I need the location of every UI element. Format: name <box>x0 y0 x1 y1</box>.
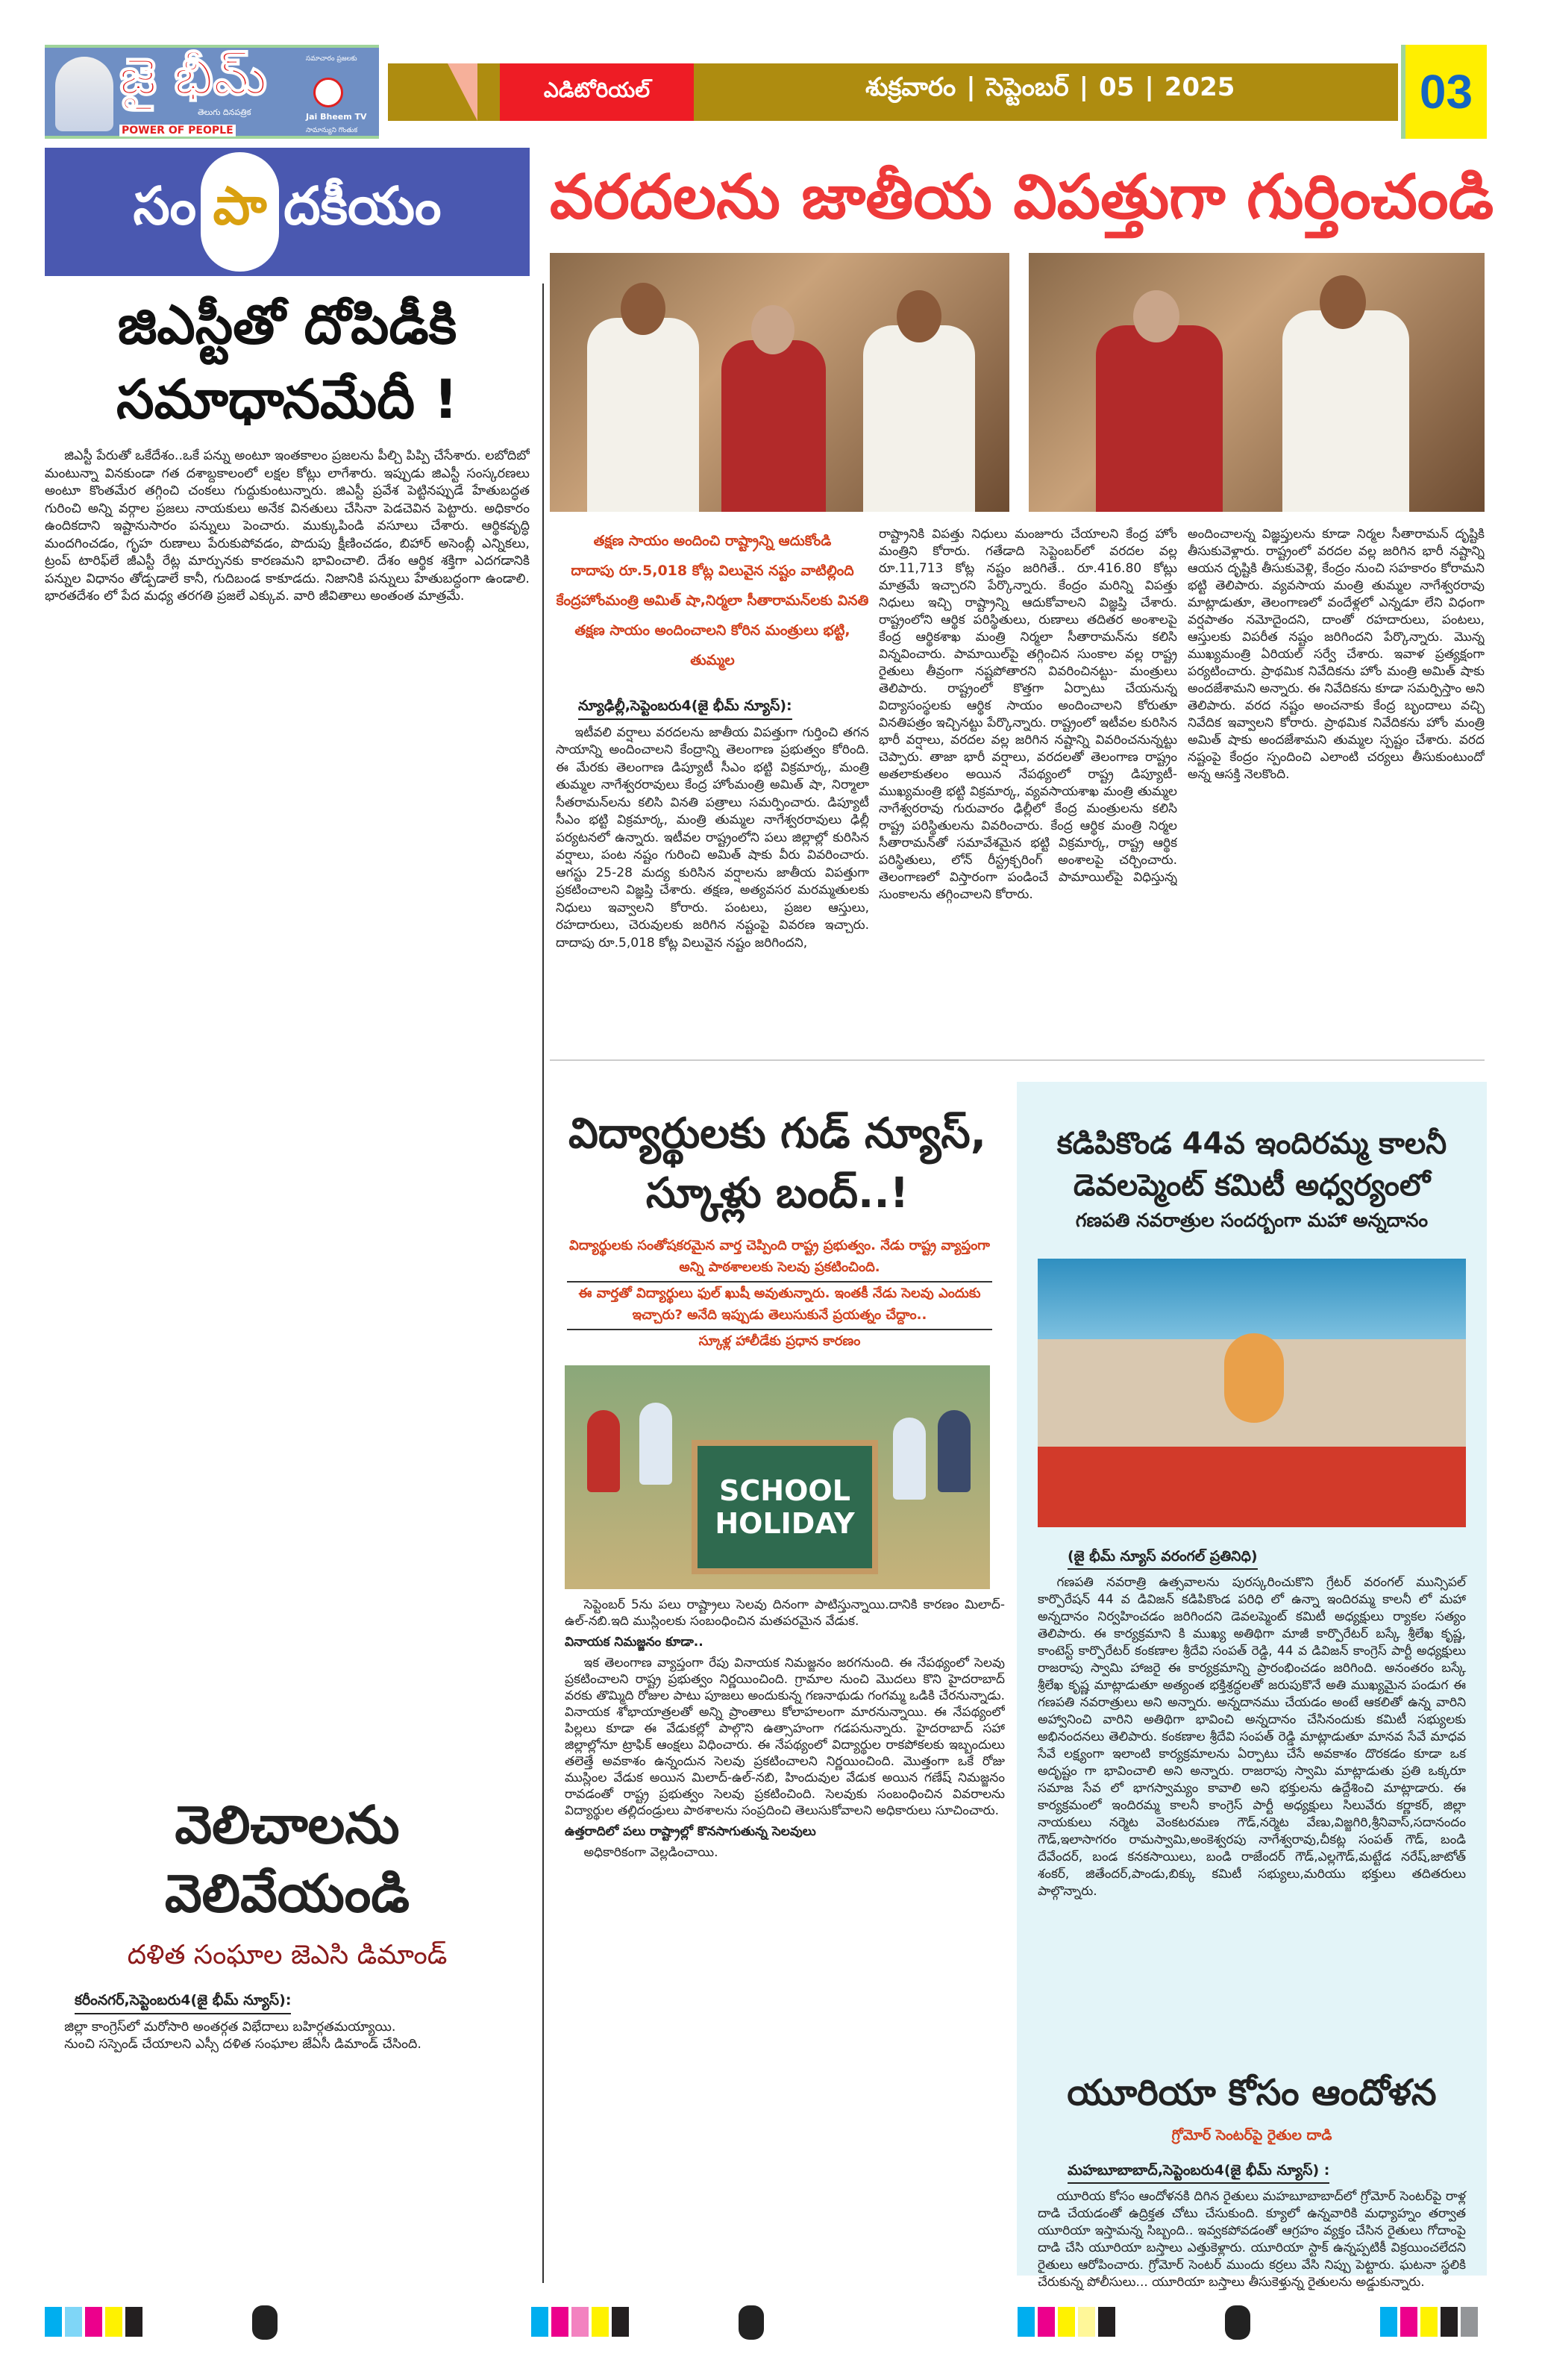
masthead-logo <box>45 45 379 139</box>
urea-headline: యూరియా కోసం ఆందోళన <box>1067 2072 1437 2114</box>
school-intro-3: స్కూళ్ల హాలీడేకు ప్రధాన కారణం <box>698 1333 861 1349</box>
date-sep: | <box>1144 72 1154 102</box>
flood-highlight: కేంద్రహోంమంత్రి అమిత్ షా,నిర్మలా సీతారామన్‌లకు వినతి <box>556 592 869 609</box>
annadanam-photo <box>1038 1259 1466 1527</box>
banner-circle: పా <box>201 152 279 272</box>
urea-story <box>1017 2147 1487 2291</box>
header-wedge <box>448 63 477 121</box>
urea-subheadline: గ్రోమోర్ సెంటర్‌పై రైతుల దాడి <box>1171 2127 1332 2143</box>
color-registration-mark <box>1380 2307 1478 2337</box>
school-body-1: సెప్టెంబర్ 5ను పలు రాష్ట్రాలు సెలవు దినంగా పాటిస్తున్నాయి.దానికి కారణం మిలాద్-ఉల్-నబి.ఇది ముస్లింలకు సంబంధించిన మతపరమైన వేడుక. <box>565 1597 1005 1629</box>
editorial-banner <box>45 148 530 276</box>
dalit-headline: వెలిచాలను వెలివేయండి <box>164 1794 410 1924</box>
school-sub-1: వినాయక నిమజ్జనం కూడా.. <box>565 1635 703 1650</box>
annadanam-box <box>1017 1082 1487 2290</box>
flood-col2-text: రాష్ట్రానికి విపత్తు నిధులు మంజూరు చేయాలని కేంద్ర హోం మంత్రిని కోరారు. గతేడాది సెప్టెంబర్‌లో వరదల వల్ల రూ.11,713 కోట్ల నష్టం జరిగితే.. రూ.416.80 కోట్లు మాత్రమే ఇచ్చారని పేర్కొన్నారు. కేంద్రం మరిన్ని విపత్తు నిధులు ఇచ్చి రాష్ట్రాన్ని ఆదుకోవాలని విజ్ఞప్తి చేశారు. రాష్ట్రంలోని ఆర్థిక పరిస్థితులు, రుణాలు తదితర అంశాలపై కేంద్ర ఆర్థికశాఖ మంత్రి నిర్మలా సీతారామన్‌ను కలిసి విన్నవించారు. పామాయిల్‌పై తగ్గించిన సుంకాల వల్ల రాష్ట్ర రైతులు తీవ్రంగా నష్టపోతారని వివరించినట్టు- మంత్రులు తెలిపారు. రాష్ట్రంలో కొత్తగా ఏర్పాటు చేయనున్న విద్యాసంస్థలకు ఆర్థిక సాయం అందించాలని కోరుతూ వినతిపత్రం ఇచ్చినట్టు పేర్కొన్నారు. రాష్ట్రంలో ఇటీవల కురిసిన భారీ వర్షాలు, వరదల వల్ల జరిగిన నష్టాన్ని వివరించనున్నట్టు చెప్పారు. తాజా భారీ వర్షాలు, వరదలతో తెలంగాణ రాష్ట్రం అతలాకుతలం అయిన నేపథ్యంలో రాష్ట్ర డిప్యూటీ- ముఖ్యమంత్రి భట్టి విక్రమార్క, వ్యవసాయశాఖ మంత్రి తుమ్మల నాగేశ్వరరావు గురువారం ఢిల్లీలో కేంద్ర మంత్రులను కలిసి రాష్ట్ర పరిస్థితులను వివరించారు. కేంద్ర ఆర్థిక మంత్రి నిర్మల సీతారామన్‌తో సమావేశమైన భట్టి విక్రమార్క, రాష్ట్ర ఆర్థిక పరిస్థితులు, లోన్ రీస్ట్రక్చరింగ్ అంశాలపై చర్చించారు. తెలంగాణలో విస్తారంగా పండించే పామాయిల్‌పై విధిస్తున్న సుంకాలను తగ్గించాలని కోరారు. <box>879 527 1177 902</box>
logo-tagline: తెలుగు దినపత్రిక <box>198 107 251 117</box>
flood-col3 <box>1188 526 1485 1048</box>
flood-highlight: దాదాపు రూ.5,018 కోట్ల విలువైన నష్టం వాటిల్లింది <box>571 563 854 579</box>
section-label: ఎడిటోరియల్ <box>500 63 694 121</box>
annadanam-subheadline: గణపతి నవరాత్రుల సందర్బంగా మహా అన్నదానం <box>1075 1209 1429 1231</box>
annadanam-dateline: (జై భీమ్ న్యూస్ వరంగల్ ప్రతినిధి) <box>1068 1545 1258 1570</box>
color-registration-mark <box>1018 2307 1115 2337</box>
dalit-subheadline: దళిత సంఘాల జెఎసి డిమాండ్ <box>127 1940 448 1970</box>
flood-headline: వరదలను జాతీయ విపత్తుగా గుర్తించండి <box>550 162 1494 233</box>
board-text-2: HOLIDAY <box>715 1507 855 1540</box>
dalit-story <box>45 1985 530 2276</box>
school-body <box>565 1597 1005 2276</box>
school-headline: విద్యార్థులకు గుడ్ న్యూస్, స్కూళ్లు బంద్..! <box>568 1109 986 1218</box>
ganesha-idol <box>1224 1333 1284 1423</box>
flood-highlights <box>556 526 869 675</box>
registration-dot <box>252 2305 278 2340</box>
issue-date <box>865 72 1235 108</box>
dalit-dateline: కరీంనగర్,సెప్టెంబరు4(జై భీమ్ న్యూస్): <box>75 1989 291 2014</box>
school-holiday-image <box>565 1365 990 1589</box>
urea-body: యూరియ కోసం ఆందోళనకి దిగిన రైతులు మహబూబాబాద్‌లో గ్రోమోర్ సెంటర్‌పై రాళ్ల దాడి చేయడంతో ఉద్రిక్తత చోటు చేసుకుంది. క్యూలో ఉన్నవారికి మధ్యాహ్నం తర్వాత యూరియా ఇస్తామన్న సిబ్బంది.. ఇవ్వకపోవడంతో ఆగ్రహం వ్యక్తం చేసిన రైతులు గోదాంపై దాడి చేసి యూరియా బస్తాలు ఎత్తుకెళ్లారు. యూరియా స్టాక్ ఉన్నప్పటికీ విక్రయించలేదని రైతులు ఆరోపించారు. గ్రోమోర్ సెంటర్ ముందు కర్రలు వేసి నిప్పు పెట్టారు. ఘటనా స్థలికి చేరుకున్న పోలీసులు... యూరియా బస్తాలు తీసుకెళ్తున్న రైతులను అడ్డుకున్నారు. <box>1038 2189 1466 2290</box>
editorial-headline: జిఎస్టీతో దోపిడీకి సమాధానమేదీ ! <box>116 293 458 430</box>
ambedkar-portrait <box>55 57 113 131</box>
color-registration-mark <box>531 2307 629 2337</box>
dalit-body: జిల్లా కాంగ్రెస్‌లో మరోసారి అంతర్గత విభేదాలు బహిర్గతమయ్యాయి. <box>64 2019 396 2035</box>
flood-photo-left <box>550 253 1009 512</box>
editorial-body <box>45 448 530 1783</box>
tv-label: Jai Bheem TV <box>306 112 367 122</box>
banner-post: దకీయం <box>283 175 442 237</box>
logo-power: POWER OF PEOPLE <box>119 125 236 137</box>
school-intro-2: ఈ వార్తతో విద్యార్థులు ఫుల్ ఖుషీ అవుతున్నారు. ఇంతకీ నేడు సెలవు ఎందుకు ఇచ్చారు? అనేది ఇప్పుడు తెలుసుకునే ప్రయత్నం చేద్దాం.. <box>567 1283 992 1330</box>
date-sep: | <box>966 72 976 102</box>
urea-dateline: మహబూబాబాద్,సెప్టెంబరు4(జై భీమ్ న్యూస్) : <box>1068 2159 1329 2184</box>
logo-slogan-bottom: సామాన్యుని గొంతుక <box>306 127 358 134</box>
date-day: శుక్రవారం <box>865 72 956 102</box>
flood-photo-right <box>1029 253 1485 512</box>
flood-col2 <box>879 526 1177 1048</box>
editorial-paragraph: జిఎస్టీ పేరుతో ఒకేదేశం..ఒకే పన్ను అంటూ ఇంతకాలం ప్రజలను పీల్చి పిప్పి చేసేశారు. లబోదిబో మంటున్నా వినకుండా గత దశాబ్దకాలంలో లక్షల కోట్లు లాగేశారు. ఇప్పుడు జిఎస్టీ సంస్కరణలు అంటూ కొంతమేర తగ్గించి చంకలు గుద్దుకుంటున్నారు. జిఎస్టీ ప్రవేశ పెట్టినప్పుడే హేతుబద్ధత గురించి అన్ని వర్గాల ప్రజలు నాయకులు అనేక వినతులు చేసినా పెడచెవిన పెట్టారు. అధికారం ఉందికదాని ఇష్టానుసారం పన్నులు పెంచారు. ముక్కుపిండి వసూలు చేశారు. ఆర్థికవృద్ధి మందగించడం, గృహ రుణాలు పేరుకుపోవడం, పొదుపు క్షీణించడం, బిహార్ అసెంబ్లీ ఎన్నికలు, ట్రంప్ టారిఫ్‌లే జీఎస్టీ రేట్ల మార్పునకు కారణమని భావించాలి. దేశం ఆర్థిక శక్తిగా ఎదగడానికి పన్నుల విధానం తోడ్పడాలే కానీ, గుదిబండ కాకూడదు. నిజానికి పన్నులు హేతుబద్ధంగా ఉండాలి. భారతదేశం లో పేద మధ్య తరగతి ప్రజలే ఎక్కువ. వారి జీవితాలు అంతంత మాత్రమే. <box>45 448 530 604</box>
date-date: 05 <box>1099 72 1135 102</box>
school-body-2: ఇక తెలంగాణ వ్యాప్తంగా రేపు వినాయక నిమజ్జనం జరగనుంది. ఈ నేపథ్యంలో సెలవు ప్రకటించాలని రాష్ట్ర ప్రభుత్వం నిర్ణయించింది. గ్రామాల నుంచి మొదలు కొని హైదరాబాద్ వరకు తొమ్మిది రోజుల పాటు పూజలు అందుకున్న గణనాథుడు గంగమ్మ ఒడికి చేరనున్నాడు. వినాయక శోభాయాత్రలతో అన్ని ప్రాంతాలు కోలాహలంగా మారనున్నాయి. ఈ నేపథ్యంలో పిల్లలు కూడా ఈ వేడుకల్లో పాల్గొని ఉత్సాహంగా గడపనున్నారు. హైదరాబాద్ సహా జిల్లాల్లోనూ ట్రాఫిక్ ఆంక్షలు విధించారు. ఈ నేపథ్యంలో విద్యార్థుల రాకపోకలకు ఇబ్బందులు తలెత్తే అవకాశం ఉన్నందున సెలవు ప్రకటించాలని నిర్ణయించింది. మొత్తంగా ఒకే రోజు ముస్లింల వేడుక అయిన మిలాద్-ఉల్-నబి, హిందువుల వేడుక అయిన గణేష్ నిమజ్జనం రావడంతో రాష్ట్ర ప్రభుత్వం సెలవు ప్రకటించింది. సెలవుకు సంబంధించిన వివరాలను విద్యార్థుల తల్లిదండ్రులు పాఠశాలను సంప్రదించి తెలుసుకోవాలని అధికారులు సూచించారు. <box>565 1656 1005 1818</box>
registration-dot <box>1225 2305 1250 2340</box>
registration-dot <box>739 2305 764 2340</box>
date-month: సెప్టెంబర్ <box>985 72 1069 102</box>
flood-col1 <box>556 690 869 1048</box>
annadanam-body: గణపతి నవరాత్రి ఉత్సవాలను పురస్కరించుకొని గ్రేటర్ వరంగల్ మున్సిపల్ కార్పొరేషన్ 44 వ డివిజన్ కడిపికొండ పరిధి లో ఉన్నా ఇందిరమ్మ కాలనీ లో మహా అన్నదానం నిర్వహించడం జరిగిందని డెవలప్మెంట్ కమిటీ అధ్యక్షులు ర్యాకల సత్యం తెలిపారు. ఈ కార్యక్రమాని కి ముఖ్య అతిథిగా మాజీ కార్పొరేటర్ బస్కే శ్రీలేఖ కృష్ణ, కాంటెస్ట్ కార్పొరేటర్ కంకణాల శ్రీదేవి సంపత్ రెడ్డి, 44 వ డివిజన్ కాంగ్రెస్ పార్టీ అధ్యక్షులు రాజరాపు స్వామి హాజరై ఈ కార్యక్రమాన్ని ప్రారంభించడం జరిగింది. అనంతరం బస్కే శ్రీలేఖ కృష్ణ మాట్లాడుతూ అత్యంత భక్తిశ్రద్ధలతో జరుపుకొనే అతి ముఖ్యమైన పండుగ ఈ గణపతి నవరాత్రులు అని అన్నారు. అన్నదానము చేయడం అంటే ఆకలితో ఉన్న వారిని అహ్వానించి వారిని అతిథిగా భావించి అన్నదానం చేసినందుకు కమిటీ సభ్యులకు అభినందనలు తెలిపారు. కంకణాల శ్రీదేవి సంపత్ రెడ్డి మాట్లాడుతూ మానవ సేవే మాధవ సేవే లక్ష్యంగా ఇలాంటి కార్యక్రమాలను ఏర్పాటు చేసే అవకాశం దొరకడం కూడా ఒక అదృష్టం గా భావించాలి అని అన్నారు. రాజరాపు స్వామి మాట్లాడుతు ప్రతి ఒక్కరూ సమాజ సేవ లో భాగస్వామ్యం కావాలి అని భక్తులను ఉద్దేశించి మాట్లాడారు. ఈ కార్యక్రమంలో ఇందిరమ్మ కాలనీ కాంగ్రెస్ పార్టీ అధ్యక్షులు సిలువేరు కర్ణాకర్, జిల్లా నాయకులు నర్మెట వెంకటరమణ గౌడ్,నర్మెట వేణు,విజ్జగిరి,శ్రీనివాస్,సదానందం గౌడ్,ఇలాసాగరం రామస్వామి,అంకెశ్వరపు నాగేశ్వరావు,చీకట్ల సంపత్ గౌడ్, బండి దేవేందర్, బండ కనకసాయిలు, బండి రాజేందర్ గౌడ్,ఎల్లగౌడ్,మట్టేడ నరేష్,జాటోత్ శంకర్, జితేందర్,పాండు,బిక్కు కమిటీ సభ్యులు,మరియు భక్తులు తదితరులు పాల్గొన్నారు. <box>1038 1575 1466 1899</box>
flood-dateline: న్యూఢిల్లీ,సెప్టెంబరు4(జై భీమ్ న్యూస్): <box>578 695 792 720</box>
school-closing: అధికారికంగా వెల్లడించాయి. <box>583 1845 718 1860</box>
date-sep: | <box>1079 72 1089 102</box>
logo-title: జై భీమ్ <box>119 48 267 107</box>
flood-highlight: తక్షణ సాయం అందించి రాష్ట్రాన్ని ఆదుకోండి <box>593 533 832 549</box>
date-year: 2025 <box>1164 72 1235 102</box>
annadanam-headline: కడిపికొండ 44వ ఇందిరమ్మ కాలనీ డెవలప్మెంట్ కమిటీ అధ్వర్యంలో <box>1056 1127 1447 1203</box>
flood-highlight: తక్షణ సాయం అందించాలని కోరిన మంత్రులు భట్టి, తుమ్మల <box>574 622 850 668</box>
annadanam-story <box>1017 1527 1487 2064</box>
page-number: 03 <box>1401 45 1487 139</box>
logo-slogan-top: సమాచారం ప్రజలకు <box>306 55 357 63</box>
tv-logo-icon <box>313 78 343 107</box>
school-intro-1: విద్యార్థులకు సంతోషకరమైన వార్త చెప్పింది రాష్ట్ర ప్రభుత్వం. నేడు రాష్ట్ర వ్యాప్తంగా అన్ని పాఠశాలలకు సెలవు ప్రకటించింది. <box>567 1235 992 1283</box>
board-text-1: SCHOOL <box>719 1474 850 1507</box>
school-sub-2: ఉత్తరాదిలో పలు రాష్ట్రాల్లో కొనసాగుతున్న సెలవులు <box>565 1824 816 1839</box>
section-divider <box>550 1059 1485 1061</box>
flood-col3-text: అందించాలన్న విజ్ఞప్తులను కూడా నిర్మల సీతారామన్ దృష్టికి తీసుకువెళ్లారు. రాష్ట్రంలో వరదల వల్ల జరిగిన భారీ నష్టాన్ని ఆయన దృష్టికి తీసుకువెళ్లి, కేంద్రం నుంచి సహకారం కోరామని భట్టి తెలిపారు. వ్యవసాయ మంత్రి తుమ్మల నాగేశ్వరరావు మాట్లాడుతూ, తెలంగాణలో వందేళ్లలో ఎన్నడూ లేని విధంగా వర్షపాతం నమోదైందని, దాంతో రహదారులు, పంటలు, ఆస్తులకు విపరీత నష్టం జరిగిందని పేర్కొన్నారు. మొన్న ముఖ్యమంత్రి ఏరియల్ సర్వే చేశారు. ఇవాళ ప్రత్యక్షంగా పర్యటించారు. ప్రాథమిక నివేదికను హోం మంత్రి అమిత్ షాకు అందజేశామని అన్నారు. ఈ నివేదికను కూడా సమర్పిస్తాం అని తెలిపారు. వరద నష్టం అంచనాకు కేంద్ర బృందాలు వచ్చి నివేదిక ఇవ్వాలని కోరారు. ప్రాథమిక నివేదికను హోం మంత్రి అమిత్ షాకు అందజేశామని తుమ్మల స్పష్టం చేశారు. వరద నష్టంపై కేంద్రం స్పందించి ఎలాంటి చర్యలు తీసుకుంటుందో అన్న ఆసక్తి నెలకొంది. <box>1188 527 1485 782</box>
column-divider <box>542 284 544 2283</box>
color-registration-mark <box>45 2307 142 2337</box>
school-intro <box>567 1235 992 1352</box>
flood-col1-text: ఇటీవలి వర్షాలు వరదలను జాతీయ విపత్తుగా గుర్తించి తగన సాయాన్ని అందించాలని కేంద్రాన్ని తెలంగాణ ప్రభుత్వం కోరింది. ఈ మేరకు తెలంగాణ డిప్యూటీ సీఎం భట్టి విక్రమార్క, మంత్రి తుమ్మల నాగేశ్వరరావులు కేంద్ర హోంమంత్రి అమిత్ షా, నిర్మాలా సీతరామన్‌లను కలిసి వినతి పత్రాలు సమర్పించారు. డిప్యూటీ సీఎం భట్టి విక్రమార్క, మంత్రి తుమ్మల నాగేశ్వరరావులు ఢిల్లీ పర్యటనలో ఉన్నారు. ఇటీవల రాష్ట్రంలోని పలు జిల్లాల్లో కురిసిన వర్షాలు, పంట నష్టం గురించి అమిత్ షాకు వీరు వివరించారు. ఆగస్టు 25-28 మద్య కురిసిన వర్షాలను జాతీయ విపత్తుగా ప్రకటించాలని విజ్ఞప్తి చేశారు. తక్షణ, అత్యవసర మరమ్మతులకు నిధులు ఇవ్వాలని కోరారు. పంటలు, ప్రజల ఆస్తులు, రహదారులు, చెరువులకు జరిగిన నష్టంపై వివరణ ఇచ్చారు. దాదాపు రూ.5,018 కోట్ల విలువైన నష్టం జరిగిందని, <box>556 724 869 951</box>
header-bar <box>388 63 1398 121</box>
banner-pre: సం <box>133 175 197 237</box>
chalkboard <box>692 1440 878 1574</box>
dalit-closing: నుంచి సస్పెండ్ చేయాలని ఎస్సీ దళిత సంఘాల జేఏసీ డిమాండ్ చేసింది. <box>64 2037 421 2052</box>
